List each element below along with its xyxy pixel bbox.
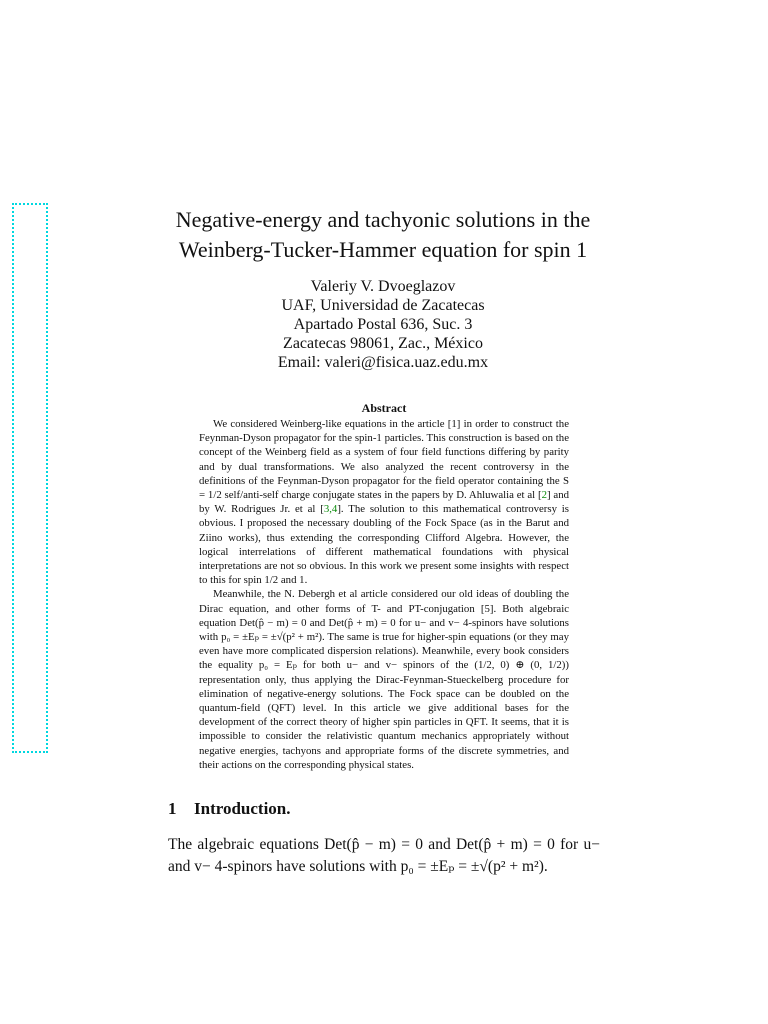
author-name: Valeriy V. Dvoeglazov [310, 278, 456, 295]
arxiv-stamp-frame [12, 203, 48, 753]
affiliation-line: Zacatecas 98061, Zac., México [283, 335, 483, 352]
abstract-paragraph-1 [199, 417, 569, 587]
citation-link[interactable]: 3,4 [323, 503, 338, 516]
intro-paragraph: The algebraic equations Det(p̂ − m) = 0 and Det(p̂ + m) = 0 for u− and v− 4-spinors have solutions with p₀ = ±Eₚ = ±√(p² + m²). [168, 836, 600, 875]
author-email: Email: valeri@fisica.uaz.edu.mx [277, 354, 489, 371]
section-heading [168, 798, 291, 820]
paper-title [120, 205, 646, 265]
abstract-text: We considered Weinberg-like equations in the article [1] in order to construct the Feynman-Dyson propagator for the spin-1 particles. This construction is based on the concept of the Weinberg field as a system of four field functions differing by parity and by dual transformations. We also analyzed the recent controversy in the definitions of the Feynman-Dyson propagator for the field operator containing the S = 1/2 self/anti-self charge conjugate states in the papers by D. Ahluwalia et al [ [199, 418, 569, 502]
affiliation-line: Apartado Postal 636, Suc. 3 [293, 316, 473, 333]
section-number: 1 [168, 799, 177, 818]
citation-link[interactable]: 2 [541, 489, 547, 502]
author-block [180, 277, 586, 372]
abstract-body [199, 417, 569, 772]
affiliation-line: UAF, Universidad de Zacatecas [281, 297, 485, 314]
title-line-2: Weinberg-Tucker-Hammer equation for spin 1 [178, 237, 588, 262]
abstract-text: ] and by W. Rodrigues Jr. et al [ [199, 489, 569, 516]
abstract-text: ]. The solution to this mathematical controversy is obvious. I proposed the necessary doubling of the Fock Space (as in the Barut and Ziino works), thus extending the corresponding Clifford Algebra. However, the logical interrelations of different mathematical foundations with physical interpretations are not so obvious. In this work we present some insights with respect to this for spin 1/2 and 1. [199, 503, 569, 587]
abstract-heading: Abstract [361, 401, 407, 415]
section-title: Introduction. [194, 799, 291, 818]
title-line-1: Negative-energy and tachyonic solutions in the [175, 207, 591, 232]
abstract-paragraph-2: Meanwhile, the N. Debergh et al article considered our old ideas of doubling the Dirac equation, and other forms of T- and PT-conjugation [5]. Both algebraic equation Det(p̂ − m) = 0 and Det(p̂ + m) = 0 for u− and v− 4-spinors have solutions with p₀ = ±Eₚ = ±√(p² + m²). The same is true for higher-spin equations (or they may even have more complicated dispersion relations). Meanwhile, every book considers the equality p₀ = Eₚ for both u− and v− spinors of the (1/2, 0) ⊕ (0, 1/2)) representation only, thus applying the Dirac-Feynman-Stueckelberg procedure for elimination of negative-energy solutions. The Fock space can be doubled on the quantum-field (QFT) level. In this article we give additional bases for the development of the correct theory of higher spin particles in QFT. It seems, that it is impossible to consider the relativistic quantum mechanics appropriately without negative energies, tachyons and appropriate forms of the discrete symmetries, and their actions on the corresponding physical states. [199, 588, 569, 771]
